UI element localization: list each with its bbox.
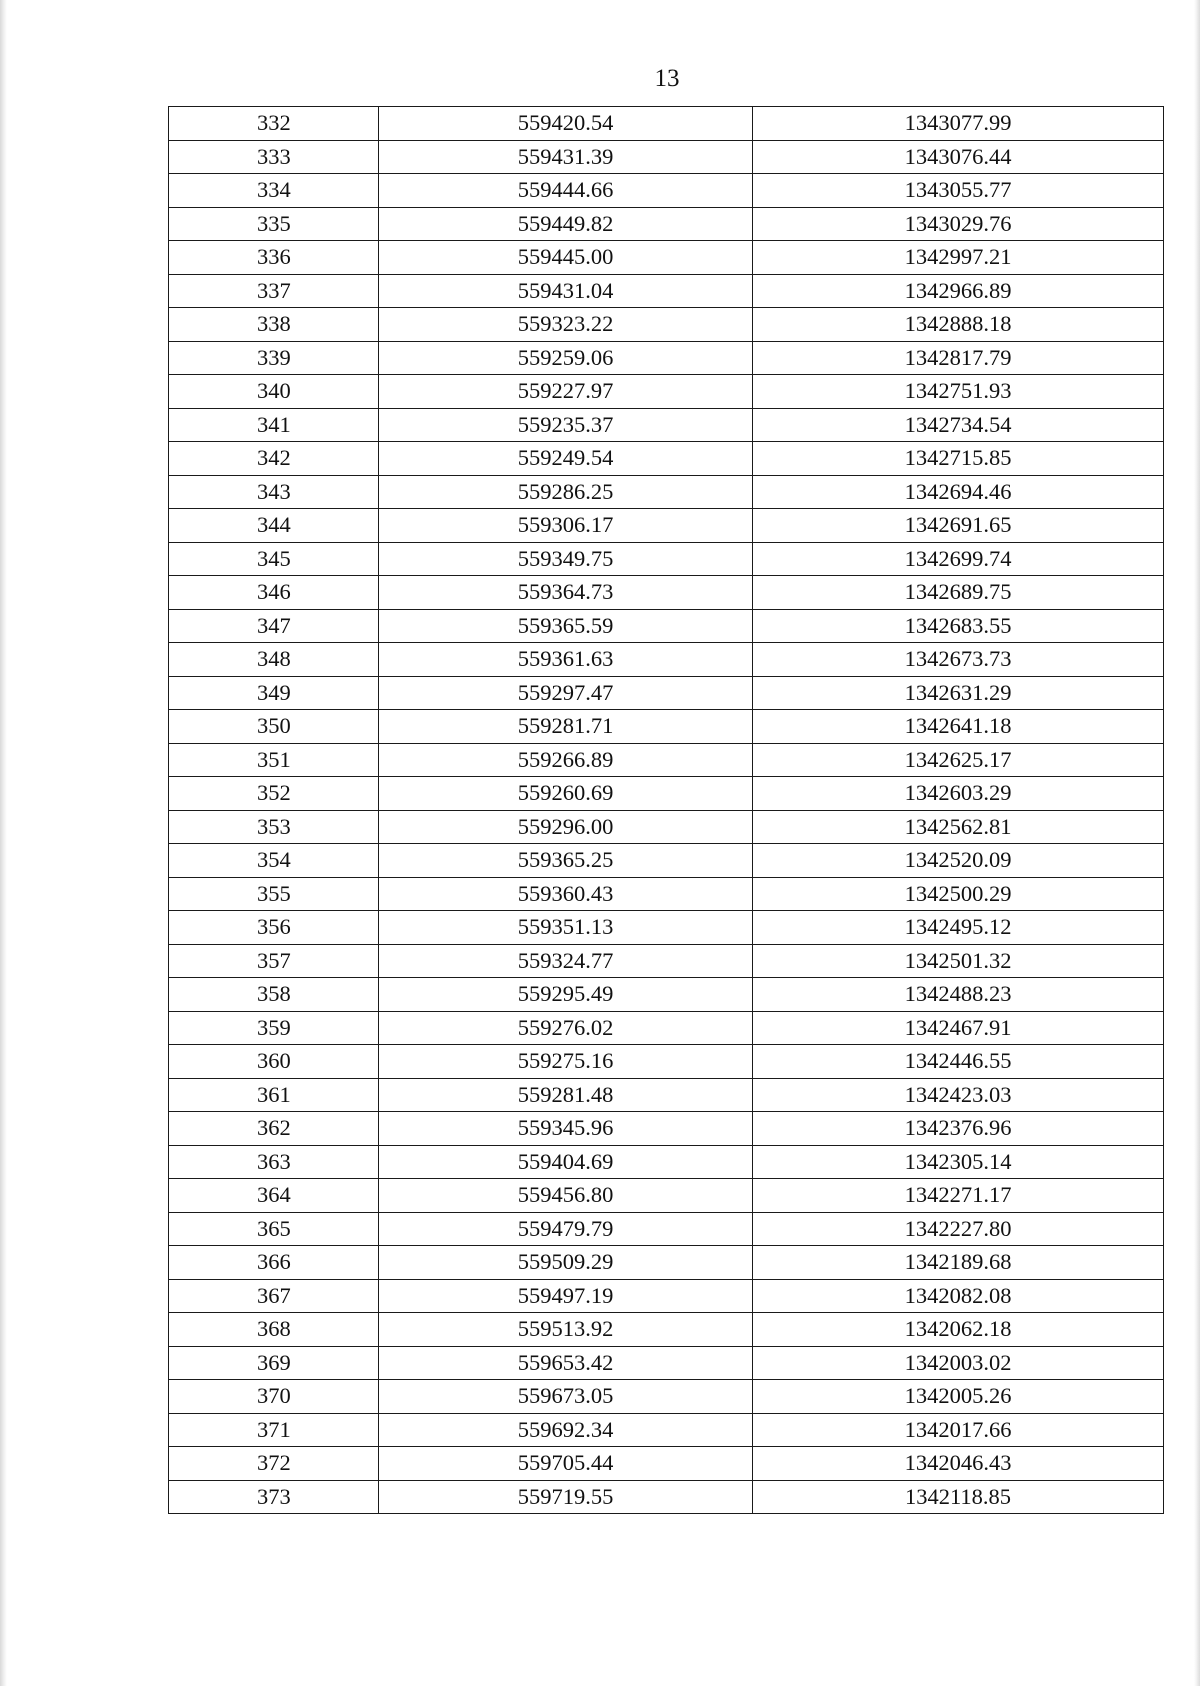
x-coordinate-cell: 559420.54 [379, 107, 753, 141]
y-coordinate-cell: 1342118.85 [753, 1480, 1164, 1514]
table-row [169, 810, 1164, 844]
table-row [169, 1112, 1164, 1146]
table-row [169, 643, 1164, 677]
x-coordinate-cell: 559431.39 [379, 140, 753, 174]
y-coordinate-cell: 1342305.14 [753, 1145, 1164, 1179]
x-coordinate-cell: 559324.77 [379, 944, 753, 978]
y-coordinate-cell: 1342631.29 [753, 676, 1164, 710]
point-number-cell: 364 [169, 1179, 379, 1213]
point-number-cell: 372 [169, 1447, 379, 1481]
table-row [169, 576, 1164, 610]
y-coordinate-cell: 1342376.96 [753, 1112, 1164, 1146]
y-coordinate-cell: 1342046.43 [753, 1447, 1164, 1481]
point-number-cell: 370 [169, 1380, 379, 1414]
coordinate-table-body [169, 107, 1164, 1514]
x-coordinate-cell: 559456.80 [379, 1179, 753, 1213]
scan-edge-left [0, 0, 7, 1686]
point-number-cell: 368 [169, 1313, 379, 1347]
y-coordinate-cell: 1342189.68 [753, 1246, 1164, 1280]
y-coordinate-cell: 1342005.26 [753, 1380, 1164, 1414]
x-coordinate-cell: 559345.96 [379, 1112, 753, 1146]
x-coordinate-cell: 559404.69 [379, 1145, 753, 1179]
table-row [169, 844, 1164, 878]
y-coordinate-cell: 1343076.44 [753, 140, 1164, 174]
point-number-cell: 359 [169, 1011, 379, 1045]
y-coordinate-cell: 1342495.12 [753, 911, 1164, 945]
x-coordinate-cell: 559365.25 [379, 844, 753, 878]
x-coordinate-cell: 559444.66 [379, 174, 753, 208]
x-coordinate-cell: 559653.42 [379, 1346, 753, 1380]
y-coordinate-cell: 1342694.46 [753, 475, 1164, 509]
point-number-cell: 332 [169, 107, 379, 141]
point-number-cell: 357 [169, 944, 379, 978]
x-coordinate-cell: 559360.43 [379, 877, 753, 911]
x-coordinate-cell: 559259.06 [379, 341, 753, 375]
table-row [169, 308, 1164, 342]
table-row [169, 442, 1164, 476]
point-number-cell: 334 [169, 174, 379, 208]
point-number-cell: 333 [169, 140, 379, 174]
table-row [169, 1212, 1164, 1246]
table-row [169, 1145, 1164, 1179]
y-coordinate-cell: 1343055.77 [753, 174, 1164, 208]
x-coordinate-cell: 559445.00 [379, 241, 753, 275]
point-number-cell: 363 [169, 1145, 379, 1179]
table-row [169, 777, 1164, 811]
x-coordinate-cell: 559295.49 [379, 978, 753, 1012]
x-coordinate-cell: 559719.55 [379, 1480, 753, 1514]
y-coordinate-cell: 1343077.99 [753, 107, 1164, 141]
x-coordinate-cell: 559349.75 [379, 542, 753, 576]
y-coordinate-cell: 1342689.75 [753, 576, 1164, 610]
y-coordinate-cell: 1342625.17 [753, 743, 1164, 777]
x-coordinate-cell: 559286.25 [379, 475, 753, 509]
table-row [169, 944, 1164, 978]
x-coordinate-cell: 559297.47 [379, 676, 753, 710]
x-coordinate-cell: 559509.29 [379, 1246, 753, 1280]
table-row [169, 676, 1164, 710]
x-coordinate-cell: 559227.97 [379, 375, 753, 409]
table-row [169, 1246, 1164, 1280]
table-row [169, 877, 1164, 911]
table-row [169, 1313, 1164, 1347]
y-coordinate-cell: 1342467.91 [753, 1011, 1164, 1045]
point-number-cell: 352 [169, 777, 379, 811]
point-number-cell: 339 [169, 341, 379, 375]
x-coordinate-cell: 559431.04 [379, 274, 753, 308]
table-row [169, 1011, 1164, 1045]
point-number-cell: 342 [169, 442, 379, 476]
x-coordinate-cell: 559281.71 [379, 710, 753, 744]
point-number-cell: 366 [169, 1246, 379, 1280]
table-row [169, 509, 1164, 543]
page-number: 13 [654, 65, 680, 92]
y-coordinate-cell: 1342488.23 [753, 978, 1164, 1012]
point-number-cell: 348 [169, 643, 379, 677]
y-coordinate-cell: 1342062.18 [753, 1313, 1164, 1347]
point-number-cell: 353 [169, 810, 379, 844]
y-coordinate-cell: 1342501.32 [753, 944, 1164, 978]
x-coordinate-cell: 559361.63 [379, 643, 753, 677]
table-row [169, 241, 1164, 275]
x-coordinate-cell: 559673.05 [379, 1380, 753, 1414]
y-coordinate-cell: 1342966.89 [753, 274, 1164, 308]
point-number-cell: 361 [169, 1078, 379, 1112]
x-coordinate-cell: 559266.89 [379, 743, 753, 777]
table-row [169, 1480, 1164, 1514]
y-coordinate-cell: 1342003.02 [753, 1346, 1164, 1380]
y-coordinate-cell: 1342715.85 [753, 442, 1164, 476]
y-coordinate-cell: 1342817.79 [753, 341, 1164, 375]
table-row [169, 1279, 1164, 1313]
x-coordinate-cell: 559365.59 [379, 609, 753, 643]
point-number-cell: 336 [169, 241, 379, 275]
table-row [169, 341, 1164, 375]
point-number-cell: 367 [169, 1279, 379, 1313]
table-row [169, 475, 1164, 509]
point-number-cell: 355 [169, 877, 379, 911]
table-row [169, 609, 1164, 643]
point-number-cell: 373 [169, 1480, 379, 1514]
x-coordinate-cell: 559235.37 [379, 408, 753, 442]
x-coordinate-cell: 559705.44 [379, 1447, 753, 1481]
y-coordinate-cell: 1342683.55 [753, 609, 1164, 643]
table-row [169, 140, 1164, 174]
point-number-cell: 338 [169, 308, 379, 342]
x-coordinate-cell: 559497.19 [379, 1279, 753, 1313]
point-number-cell: 351 [169, 743, 379, 777]
x-coordinate-cell: 559306.17 [379, 509, 753, 543]
point-number-cell: 349 [169, 676, 379, 710]
x-coordinate-cell: 559276.02 [379, 1011, 753, 1045]
x-coordinate-cell: 559260.69 [379, 777, 753, 811]
point-number-cell: 340 [169, 375, 379, 409]
point-number-cell: 337 [169, 274, 379, 308]
x-coordinate-cell: 559449.82 [379, 207, 753, 241]
table-row [169, 1346, 1164, 1380]
point-number-cell: 358 [169, 978, 379, 1012]
x-coordinate-cell: 559275.16 [379, 1045, 753, 1079]
table-row [169, 911, 1164, 945]
x-coordinate-cell: 559479.79 [379, 1212, 753, 1246]
point-number-cell: 354 [169, 844, 379, 878]
y-coordinate-cell: 1342500.29 [753, 877, 1164, 911]
point-number-cell: 347 [169, 609, 379, 643]
table-row [169, 1413, 1164, 1447]
point-number-cell: 362 [169, 1112, 379, 1146]
y-coordinate-cell: 1342734.54 [753, 408, 1164, 442]
coordinate-table [168, 106, 1164, 1514]
y-coordinate-cell: 1342691.65 [753, 509, 1164, 543]
table-row [169, 408, 1164, 442]
point-number-cell: 341 [169, 408, 379, 442]
point-number-cell: 356 [169, 911, 379, 945]
y-coordinate-cell: 1342603.29 [753, 777, 1164, 811]
table-row [169, 978, 1164, 1012]
point-number-cell: 344 [169, 509, 379, 543]
y-coordinate-cell: 1342520.09 [753, 844, 1164, 878]
point-number-cell: 343 [169, 475, 379, 509]
point-number-cell: 345 [169, 542, 379, 576]
y-coordinate-cell: 1342888.18 [753, 308, 1164, 342]
point-number-cell: 365 [169, 1212, 379, 1246]
x-coordinate-cell: 559692.34 [379, 1413, 753, 1447]
y-coordinate-cell: 1342562.81 [753, 810, 1164, 844]
y-coordinate-cell: 1342446.55 [753, 1045, 1164, 1079]
y-coordinate-cell: 1342271.17 [753, 1179, 1164, 1213]
table-row [169, 207, 1164, 241]
x-coordinate-cell: 559364.73 [379, 576, 753, 610]
table-row [169, 1447, 1164, 1481]
table-row [169, 1078, 1164, 1112]
y-coordinate-cell: 1342997.21 [753, 241, 1164, 275]
y-coordinate-cell: 1342751.93 [753, 375, 1164, 409]
point-number-cell: 335 [169, 207, 379, 241]
table-row [169, 743, 1164, 777]
table-row [169, 542, 1164, 576]
scan-edge-right [1194, 0, 1200, 1686]
x-coordinate-cell: 559513.92 [379, 1313, 753, 1347]
point-number-cell: 369 [169, 1346, 379, 1380]
y-coordinate-cell: 1342082.08 [753, 1279, 1164, 1313]
table-row [169, 1380, 1164, 1414]
x-coordinate-cell: 559323.22 [379, 308, 753, 342]
table-row [169, 107, 1164, 141]
point-number-cell: 371 [169, 1413, 379, 1447]
y-coordinate-cell: 1342423.03 [753, 1078, 1164, 1112]
table-row [169, 710, 1164, 744]
table-row [169, 375, 1164, 409]
point-number-cell: 346 [169, 576, 379, 610]
x-coordinate-cell: 559249.54 [379, 442, 753, 476]
table-row [169, 174, 1164, 208]
table-row [169, 1179, 1164, 1213]
y-coordinate-cell: 1342673.73 [753, 643, 1164, 677]
x-coordinate-cell: 559281.48 [379, 1078, 753, 1112]
y-coordinate-cell: 1342641.18 [753, 710, 1164, 744]
y-coordinate-cell: 1343029.76 [753, 207, 1164, 241]
y-coordinate-cell: 1342699.74 [753, 542, 1164, 576]
table-row [169, 274, 1164, 308]
x-coordinate-cell: 559351.13 [379, 911, 753, 945]
y-coordinate-cell: 1342227.80 [753, 1212, 1164, 1246]
x-coordinate-cell: 559296.00 [379, 810, 753, 844]
table-row [169, 1045, 1164, 1079]
y-coordinate-cell: 1342017.66 [753, 1413, 1164, 1447]
point-number-cell: 350 [169, 710, 379, 744]
point-number-cell: 360 [169, 1045, 379, 1079]
